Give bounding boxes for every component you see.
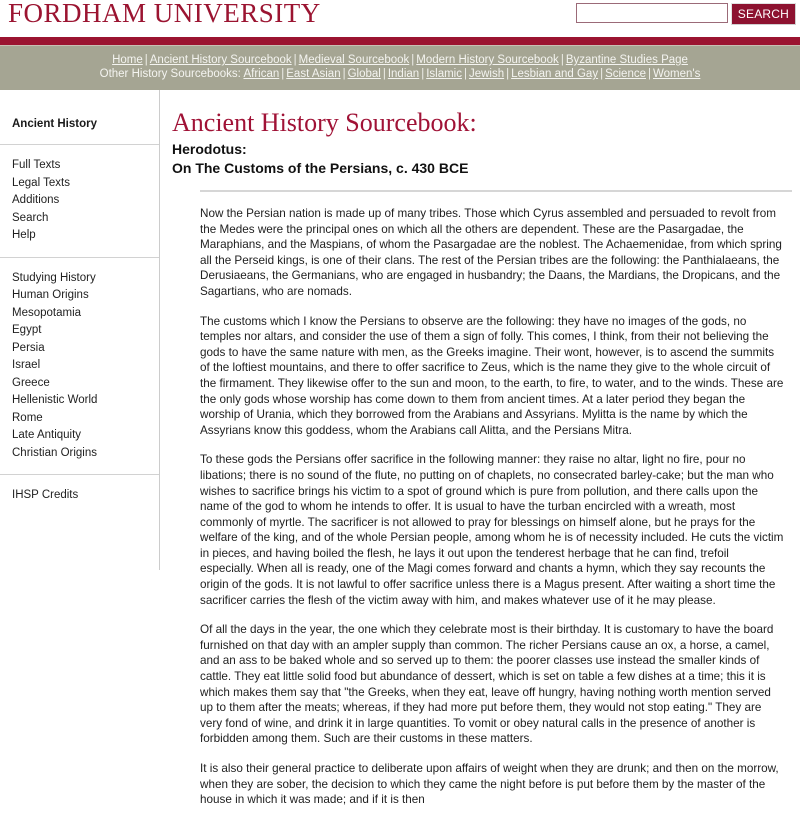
body-paragraph: To these gods the Persians offer sacrifice in the following manner: they raise no altar, light no fire, pour no libations; there is no sound of the flute, no putting on of chaplets, no consecrated barley-cake; but the man who wishes to sacrifice brings his victim to a spot of ground which is pure from pollution, and there calls upon the name of the god to whom he intends to offer. It is usual to have the turban encircled with a wreath, most commonly of myrtle. The sacrificer is not allowed to pray for blessings on himself alone, but he prays for the welfare of the king, and of the whole Persian people, among whom he is of necessity included. He cuts the victim in pieces, and having boiled the flesh, he lays it out upon the tenderest herbage that he can find, trefoil especially. When all is ready, one of the Magi comes forward and chants a hymn, which they say recounts the origin of the gods. It is not lawful to offer sacrifice unless there is a Magus present. After waiting a short time the sacrificer carries the flesh of the victim away with him, and makes whatever use of it he may please. (200, 453, 784, 607)
sidebar-item-israel[interactable]: Israel (12, 359, 41, 371)
nav-link-islamic[interactable]: Islamic (426, 68, 462, 80)
sidebar-item-additions[interactable]: Additions (12, 194, 60, 206)
nav-separator: | (144, 54, 148, 66)
sidebar (0, 90, 160, 570)
sidebar-item-full-texts[interactable]: Full Texts (12, 159, 61, 171)
nav-row-primary (0, 53, 800, 67)
sidebar-item-studying-history[interactable]: Studying History (12, 271, 96, 284)
search-area (576, 3, 796, 25)
nav-link-medieval-sourcebook[interactable]: Medieval Sourcebook (298, 54, 410, 66)
sidebar-item-human-origins[interactable]: Human Origins (12, 289, 89, 301)
nav-link-african[interactable]: African (243, 68, 280, 80)
sidebar-title: Ancient History (12, 118, 97, 130)
nav-separator: | (411, 54, 415, 66)
sidebar-item-rome[interactable]: Rome (12, 411, 43, 424)
nav-link-global[interactable]: Global (347, 68, 381, 80)
sidebar-item-persia[interactable]: Persia (12, 341, 45, 354)
nav-separator: | (506, 68, 510, 80)
document-body (200, 206, 792, 808)
nav-link-byzantine-studies-page[interactable]: Byzantine Studies Page (565, 54, 688, 66)
site-navigation (0, 46, 800, 90)
nav-link-womens[interactable]: Women's (653, 68, 701, 80)
page-title: Ancient History Sourcebook: (172, 108, 477, 137)
nav-separator: | (281, 68, 285, 80)
sidebar-item-help[interactable]: Help (12, 229, 36, 241)
sidebar-item-search[interactable]: Search (12, 211, 49, 224)
sidebar-item-egypt[interactable]: Egypt (12, 324, 42, 336)
nav-separator: | (463, 68, 467, 80)
sidebar-item-mesopotamia[interactable]: Mesopotamia (12, 306, 82, 319)
nav-link-indian[interactable]: Indian (387, 68, 420, 80)
nav-separator: | (421, 68, 425, 80)
nav-separator: | (382, 68, 386, 80)
nav-separator: | (342, 68, 346, 80)
nav-separator: | (293, 54, 297, 66)
body-paragraph: Of all the days in the year, the one which they celebrate most is their birthday. It is customary to have the board furnished on that day with an ampler supply than common. The richer Persians cause an ox, a horse, a camel, and an ass to be baked whole and so served up to them: the poorer classes use instead the smaller kinds of cattle. They eat little solid food but abundance of dessert, which is set on table a few dishes at a time; this it is which makes them say that "the Greeks, when they eat, leave off hungry, having nothing worth mention served up to them after the meats; whereas, if they had more put before them, they would not stop eating." They are very fond of wine, and drink it in large quantities. To vomit or obey natural calls in the presence of another is forbidden among them. Such are their customs in these matters. (200, 623, 774, 746)
nav-separator: | (560, 54, 564, 66)
nav-link-lesbian-and-gay[interactable]: Lesbian and Gay (511, 68, 599, 80)
nav-link-ancient-history-sourcebook[interactable]: Ancient History Sourcebook (149, 54, 292, 66)
nav-separator: | (648, 68, 651, 80)
body-paragraph: It is also their general practice to deliberate upon affairs of weight when they are drunk; and then on the morrow, when they are sober, the decision to which they came the night before is put before them by the master of the house in which it was made; and if it is then (200, 762, 779, 807)
nav-link-east-asian[interactable]: East Asian (286, 68, 341, 80)
sidebar-item-christian-origins[interactable]: Christian Origins (12, 446, 97, 459)
fordham-wordmark: FORDHAM UNIVERSITY (8, 0, 321, 28)
maroon-divider (0, 37, 800, 46)
sidebar-item-greece[interactable]: Greece (12, 376, 50, 389)
nav-secondary-label: Other History Sourcebooks: (99, 68, 241, 80)
sidebar-item-ihsp-credits[interactable]: IHSP Credits (12, 489, 79, 501)
body-paragraph: Now the Persian nation is made up of many tribes. Those which Cyrus assembled and persuaded to revolt from the Medes were the principal ones on which all the others are dependent. These are the Pasargadae, the Maraphians, and the Maspians, of whom the Pasargadae are the noblest. The Achaemenidae, from which spring all the Perseid kings, is one of their clans. The rest of the Persian tribes are the following: the Panthialaeans, the Derusiaeans, the Germanians, who are engaged in husbandry; the Daans, the Mardians, the Dropicans, and the Sagartians, who are nomads. (200, 207, 782, 298)
sidebar-item-legal-texts[interactable]: Legal Texts (12, 176, 70, 189)
nav-link-home[interactable]: Home (112, 54, 143, 66)
nav-separator: | (600, 68, 604, 80)
nav-row-secondary (0, 67, 800, 81)
main-content (160, 90, 800, 822)
page-body (0, 90, 800, 822)
nav-link-science[interactable]: Science (605, 68, 646, 80)
masthead (0, 0, 800, 37)
sidebar-group-topics (0, 258, 159, 475)
nav-link-modern-history-sourcebook[interactable]: Modern History Sourcebook (416, 54, 559, 66)
search-button[interactable]: SEARCH (731, 3, 796, 25)
search-input[interactable] (576, 3, 728, 23)
sidebar-item-hellenistic-world[interactable]: Hellenistic World (12, 394, 98, 406)
sidebar-group-credits (0, 475, 159, 517)
document-author: Herodotus: (172, 141, 247, 157)
sidebar-item-late-antiquity[interactable]: Late Antiquity (12, 429, 82, 441)
sidebar-group-tools (0, 145, 159, 257)
title-divider (200, 190, 792, 192)
body-paragraph: The customs which I know the Persians to observe are the following: they have no images of the gods, no temples nor altars, and consider the use of them a sign of folly. This comes, I think, from their not believing the gods to have the same nature with men, as the Greeks imagine. Their wont, however, is to ascend the summits of the loftiest mountains, and there to offer sacrifice to Zeus, which is the name they give to the whole circuit of the firmament. They likewise offer to the sun and moon, to the earth, to fire, to water, and to the winds. These are the only gods whose worship has come down to them from ancient times. At a later period they began the worship of Urania, which they borrowed from the Arabians and Assyrians. Mylitta is the name by which the Assyrians know this goddess, whom the Arabians call Alitta, and the Persians Mitra. (200, 314, 784, 437)
document-subtitle: On The Customs of the Persians, c. 430 BCE (172, 160, 469, 176)
nav-link-jewish[interactable]: Jewish (468, 68, 505, 80)
